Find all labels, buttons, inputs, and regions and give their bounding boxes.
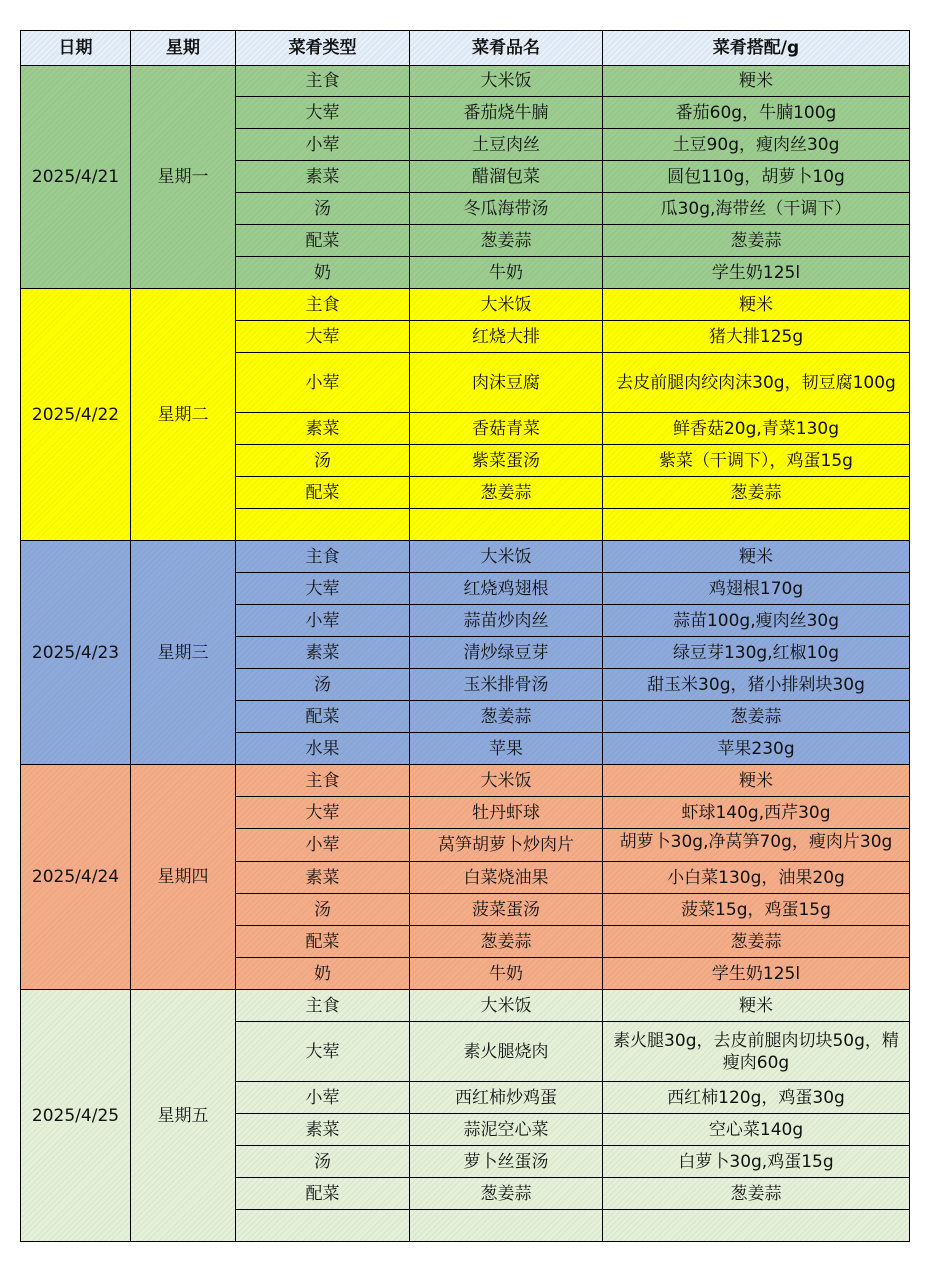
dish-name-cell: 白菜烧油果 [410, 862, 603, 894]
dish-name-cell: 红烧大排 [410, 321, 603, 353]
dish-name-cell: 肉沫豆腐 [410, 353, 603, 413]
dish-type-cell [236, 1210, 410, 1242]
weekday-cell: 星期四 [131, 765, 236, 990]
dish-type-cell: 大荤 [236, 321, 410, 353]
header-dish-name: 菜肴品名 [410, 31, 603, 66]
dish-name-cell: 玉米排骨汤 [410, 669, 603, 701]
dish-combo-cell: 苹果230g [603, 733, 910, 765]
dish-combo-cell: 葱姜蒜 [603, 701, 910, 733]
date-cell: 2025/4/21 [21, 66, 131, 289]
dish-type-cell: 奶 [236, 257, 410, 289]
dish-type-cell: 汤 [236, 894, 410, 926]
dish-combo-cell: 葱姜蒜 [603, 225, 910, 257]
dish-name-cell: 大米饭 [410, 289, 603, 321]
dish-name-cell [410, 1210, 603, 1242]
dish-type-cell: 小荤 [236, 129, 410, 161]
dish-name-cell: 葱姜蒜 [410, 701, 603, 733]
dish-combo-cell: 去皮前腿肉绞肉沫30g，韧豆腐100g [603, 353, 910, 413]
dish-combo-cell: 粳米 [603, 990, 910, 1022]
dish-type-cell: 汤 [236, 669, 410, 701]
dish-type-cell: 主食 [236, 990, 410, 1022]
weekday-cell: 星期五 [131, 990, 236, 1242]
dish-combo-cell: 葱姜蒜 [603, 477, 910, 509]
dish-name-cell: 西红柿炒鸡蛋 [410, 1082, 603, 1114]
table-row [21, 765, 910, 797]
dish-combo-cell: 土豆90g，瘦肉丝30g [603, 129, 910, 161]
dish-type-cell: 大荤 [236, 797, 410, 829]
dish-combo-cell: 鲜香菇20g,青菜130g [603, 413, 910, 445]
header-date: 日期 [21, 31, 131, 66]
dish-name-cell: 大米饭 [410, 541, 603, 573]
dish-type-cell: 主食 [236, 289, 410, 321]
table-row [21, 289, 910, 321]
dish-type-cell: 水果 [236, 733, 410, 765]
dish-combo-cell: 素火腿30g，去皮前腿肉切块50g，精瘦肉60g [603, 1022, 910, 1082]
dish-type-cell: 素菜 [236, 862, 410, 894]
dish-combo-cell: 粳米 [603, 765, 910, 797]
dish-type-cell: 配菜 [236, 477, 410, 509]
dish-type-cell: 汤 [236, 445, 410, 477]
dish-name-cell: 牛奶 [410, 257, 603, 289]
dish-name-cell: 紫菜蛋汤 [410, 445, 603, 477]
dish-combo-cell [603, 1210, 910, 1242]
dish-combo-cell: 粳米 [603, 66, 910, 97]
dish-name-cell: 香菇青菜 [410, 413, 603, 445]
dish-type-cell: 奶 [236, 958, 410, 990]
dish-type-cell: 小荤 [236, 353, 410, 413]
dish-type-cell: 主食 [236, 765, 410, 797]
date-cell: 2025/4/24 [21, 765, 131, 990]
dish-type-cell: 素菜 [236, 637, 410, 669]
dish-type-cell: 汤 [236, 1146, 410, 1178]
dish-type-cell: 小荤 [236, 605, 410, 637]
dish-type-cell: 配菜 [236, 1178, 410, 1210]
dish-name-cell: 清炒绿豆芽 [410, 637, 603, 669]
dish-name-cell: 牛奶 [410, 958, 603, 990]
dish-combo-cell: 学生奶125l [603, 958, 910, 990]
dish-combo-cell: 虾球140g,西芹30g [603, 797, 910, 829]
dish-name-cell: 葱姜蒜 [410, 1178, 603, 1210]
dish-type-cell: 小荤 [236, 1082, 410, 1114]
dish-type-cell: 配菜 [236, 926, 410, 958]
dish-name-cell: 葱姜蒜 [410, 225, 603, 257]
dish-type-cell: 素菜 [236, 161, 410, 193]
dish-type-cell: 主食 [236, 66, 410, 97]
dish-combo-cell: 小白菜130g，油果20g [603, 862, 910, 894]
dish-combo-cell: 粳米 [603, 541, 910, 573]
dish-combo-cell [603, 509, 910, 541]
dish-combo-cell: 葱姜蒜 [603, 1178, 910, 1210]
dish-name-cell: 土豆肉丝 [410, 129, 603, 161]
dish-name-cell: 苹果 [410, 733, 603, 765]
dish-name-cell: 葱姜蒜 [410, 477, 603, 509]
dish-combo-cell: 粳米 [603, 289, 910, 321]
dish-combo-cell: 鸡翅根170g [603, 573, 910, 605]
weekday-cell: 星期一 [131, 66, 236, 289]
dish-name-cell: 莴笋胡萝卜炒肉片 [410, 829, 603, 862]
dish-name-cell: 蒜苗炒肉丝 [410, 605, 603, 637]
dish-type-cell: 素菜 [236, 1114, 410, 1146]
dish-name-cell: 葱姜蒜 [410, 926, 603, 958]
weekly-menu-table [20, 30, 910, 1242]
dish-type-cell: 配菜 [236, 701, 410, 733]
header-dish-type: 菜肴类型 [236, 31, 410, 66]
dish-name-cell: 红烧鸡翅根 [410, 573, 603, 605]
dish-combo-text: 胡萝卜30g,净莴笋70g，瘦肉片30g [619, 832, 893, 852]
dish-name-cell: 蒜泥空心菜 [410, 1114, 603, 1146]
dish-combo-cell: 紫菜（干调下），鸡蛋15g [603, 445, 910, 477]
header-row [21, 31, 910, 66]
table-body [21, 66, 910, 1242]
dish-combo-cell: 葱姜蒜 [603, 926, 910, 958]
dish-name-cell: 醋溜包菜 [410, 161, 603, 193]
table-header [21, 31, 910, 66]
dish-combo-cell: 西红柿120g，鸡蛋30g [603, 1082, 910, 1114]
dish-combo-cell: 绿豆芽130g,红椒10g [603, 637, 910, 669]
dish-combo-cell: 圆包110g，胡萝卜10g [603, 161, 910, 193]
header-weekday: 星期 [131, 31, 236, 66]
dish-combo-cell: 瓜30g,海带丝（干调下） [603, 193, 910, 225]
dish-type-cell: 大荤 [236, 97, 410, 129]
dish-name-cell: 大米饭 [410, 990, 603, 1022]
dish-name-cell: 冬瓜海带汤 [410, 193, 603, 225]
dish-combo-cell: 菠菜15g，鸡蛋15g [603, 894, 910, 926]
weekday-cell: 星期三 [131, 541, 236, 765]
dish-name-cell: 菠菜蛋汤 [410, 894, 603, 926]
dish-name-cell: 大米饭 [410, 66, 603, 97]
dish-name-cell [410, 509, 603, 541]
dish-combo-cell: 猪大排125g [603, 321, 910, 353]
dish-name-cell: 大米饭 [410, 765, 603, 797]
date-cell: 2025/4/23 [21, 541, 131, 765]
dish-name-cell: 素火腿烧肉 [410, 1022, 603, 1082]
dish-type-cell: 小荤 [236, 829, 410, 862]
dish-combo-cell: 番茄60g，牛腩100g [603, 97, 910, 129]
dish-type-cell: 大荤 [236, 573, 410, 605]
table-row [21, 990, 910, 1022]
table-row [21, 541, 910, 573]
dish-type-cell: 素菜 [236, 413, 410, 445]
dish-combo-cell: 甜玉米30g，猪小排剁块30g [603, 669, 910, 701]
dish-combo-cell [603, 829, 910, 862]
dish-combo-cell: 空心菜140g [603, 1114, 910, 1146]
weekday-cell: 星期二 [131, 289, 236, 541]
date-cell: 2025/4/22 [21, 289, 131, 541]
table-row [21, 66, 910, 97]
dish-name-cell: 萝卜丝蛋汤 [410, 1146, 603, 1178]
dish-combo-cell: 白萝卜30g,鸡蛋15g [603, 1146, 910, 1178]
dish-type-cell: 汤 [236, 193, 410, 225]
dish-combo-cell: 蒜苗100g,瘦肉丝30g [603, 605, 910, 637]
dish-type-cell: 主食 [236, 541, 410, 573]
header-dish-combo: 菜肴搭配/g [603, 31, 910, 66]
dish-type-cell: 配菜 [236, 225, 410, 257]
dish-combo-cell: 学生奶125l [603, 257, 910, 289]
dish-name-cell: 番茄烧牛腩 [410, 97, 603, 129]
dish-type-cell: 大荤 [236, 1022, 410, 1082]
date-cell: 2025/4/25 [21, 990, 131, 1242]
dish-name-cell: 牡丹虾球 [410, 797, 603, 829]
dish-type-cell [236, 509, 410, 541]
